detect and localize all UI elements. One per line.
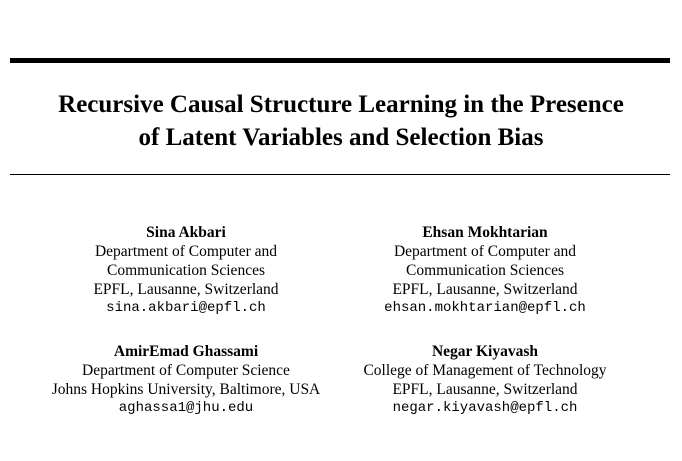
author-affiliation-line: EPFL, Lausanne, Switzerland [93, 281, 279, 298]
title-line-1: Recursive Causal Structure Learning in the Presence [58, 91, 624, 118]
author-affiliation-line: Department of Computer Science [82, 362, 290, 379]
author-name: Sina Akbari [146, 224, 226, 241]
title-rule [10, 174, 670, 175]
author-block-ghassami [26, 342, 346, 418]
author-name: Ehsan Mokhtarian [422, 224, 548, 241]
author-affiliation-line: Department of Computer and [393, 243, 577, 260]
author-affiliation-line: EPFL, Lausanne, Switzerland [392, 281, 578, 298]
author-name: AmirEmad Ghassami [113, 343, 259, 360]
author-affiliation-line: Johns Hopkins University, Baltimore, USA [51, 381, 321, 398]
title-line-2: of Latent Variables and Selection Bias [138, 124, 544, 151]
author-block-kiyavash [325, 342, 645, 418]
author-email: aghassa1@jhu.edu [118, 400, 254, 416]
author-affiliation-line: Department of Computer and [94, 243, 278, 260]
paper-title [0, 88, 682, 154]
author-email: ehsan.mokhtarian@epfl.ch [384, 300, 586, 316]
author-name: Negar Kiyavash [431, 343, 539, 360]
author-affiliation-line: Communication Sciences [107, 262, 265, 279]
author-email: sina.akbari@epfl.ch [106, 300, 266, 316]
author-affiliation-line: Communication Sciences [406, 262, 564, 279]
top-rule [10, 58, 670, 63]
author-affiliation-line: College of Management of Technology [363, 362, 607, 379]
author-block-akbari [26, 223, 346, 318]
author-affiliation-line: EPFL, Lausanne, Switzerland [392, 381, 578, 398]
author-block-mokhtarian [325, 223, 645, 318]
author-email: negar.kiyavash@epfl.ch [392, 400, 578, 416]
